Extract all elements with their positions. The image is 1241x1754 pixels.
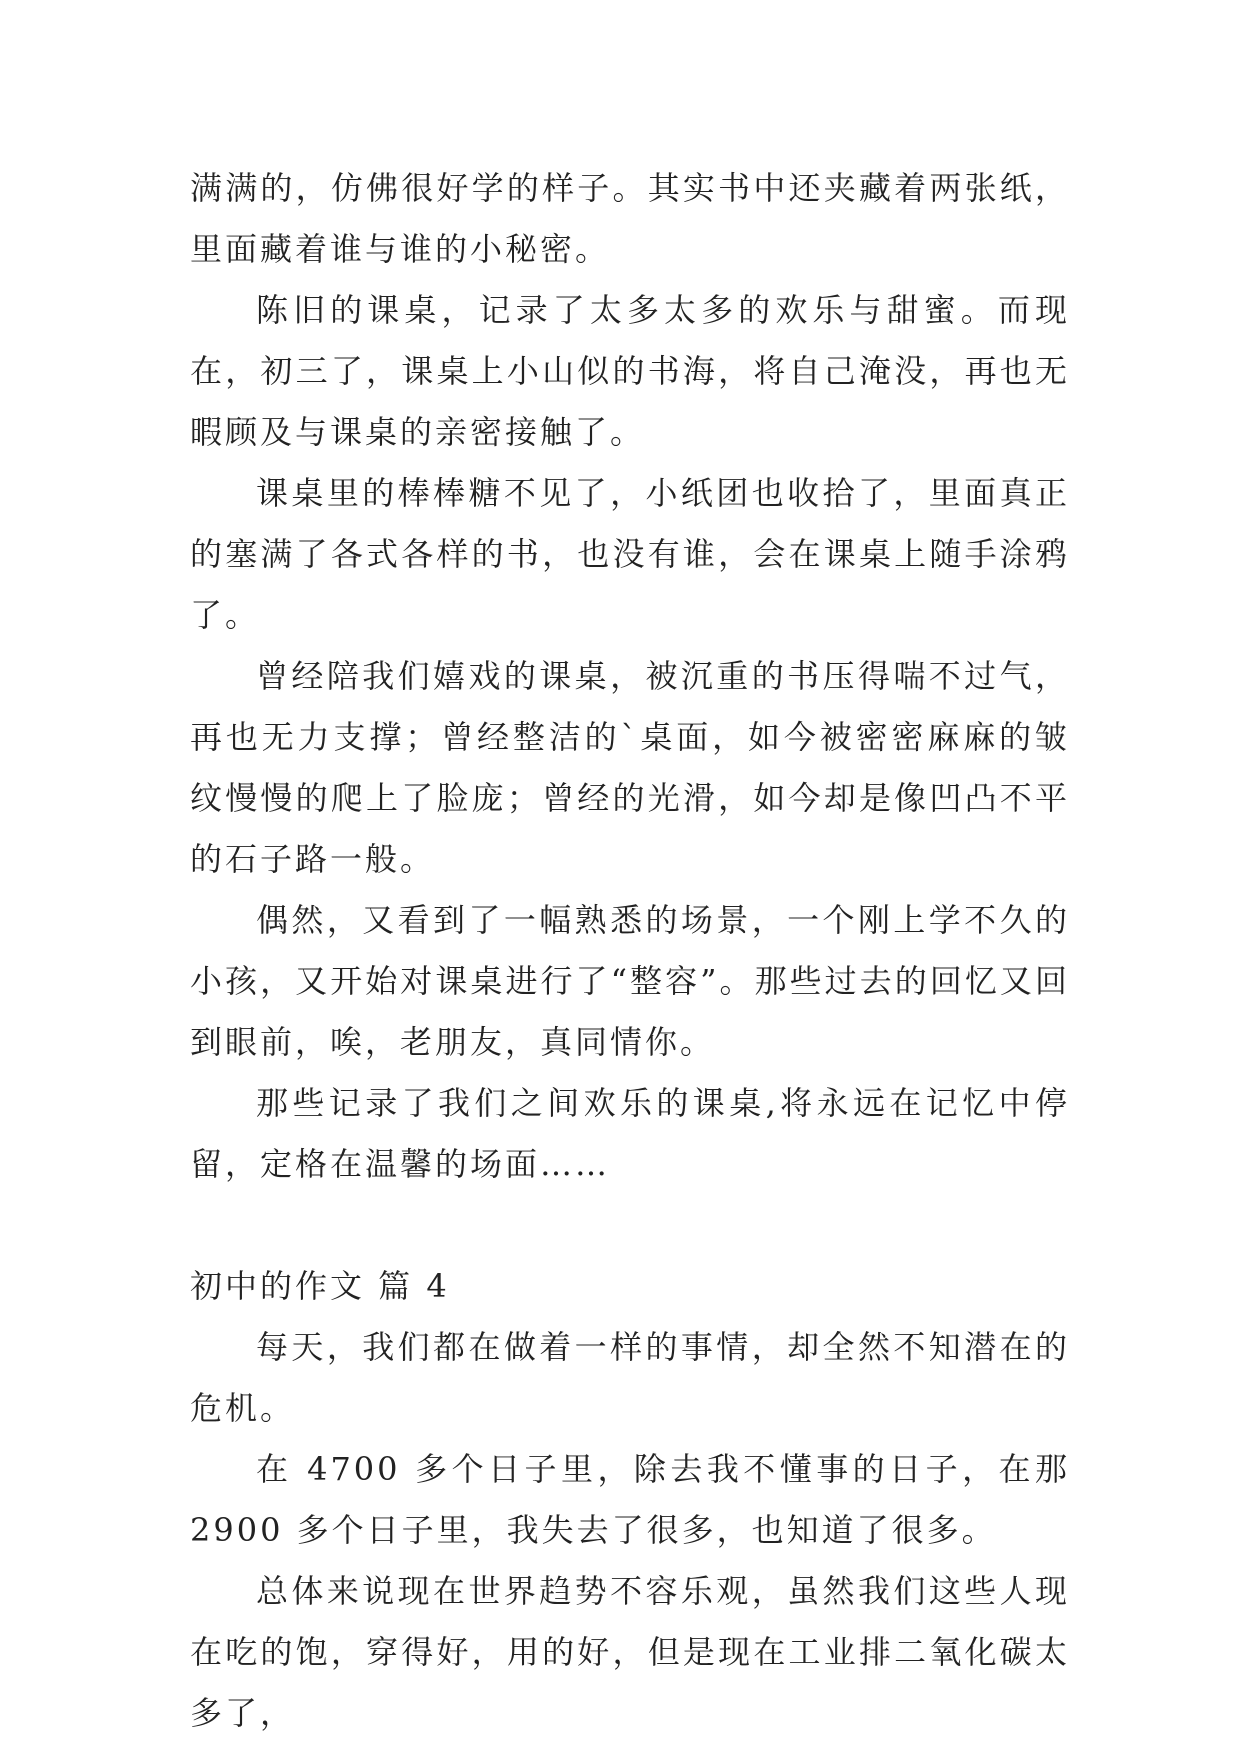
section-spacer: [190, 1195, 1070, 1256]
paragraph: 总体来说现在世界趋势不容乐观，虽然我们这些人现在吃的饱，穿得好，用的好，但是现在工业排二氧化碳太多了，: [190, 1572, 1070, 1732]
section-heading: 初中的作文 篇 4: [190, 1267, 450, 1305]
paragraph-continued: 满满的，仿佛很好学的样子。其实书中还夹藏着两张纸，里面藏着谁与谁的小秘密。: [190, 169, 1070, 268]
paragraph: 曾经陪我们嬉戏的课桌，被沉重的书压得喘不过气，再也无力支撑；曾经整洁的`桌面，如今被密密麻麻的皱纹慢慢的爬上了脸庞；曾经的光滑，如今却是像凹凸不平的石子路一般。: [190, 657, 1070, 878]
paragraph: 每天，我们都在做着一样的事情，却全然不知潜在的危机。: [190, 1328, 1070, 1427]
paragraph: 偶然，又看到了一幅熟悉的场景，一个刚上学不久的小孩，又开始对课桌进行了“整容”。那些过去的回忆又回到眼前，唉，老朋友，真同情你。: [190, 901, 1070, 1061]
document-body: [190, 158, 1070, 1744]
paragraph: 在 4700 多个日子里，除去我不懂事的日子，在那 2900 多个日子里，我失去了很多，也知道了很多。: [190, 1450, 1070, 1549]
paragraph: 课桌里的棒棒糖不见了，小纸团也收拾了，里面真正的塞满了各式各样的书，也没有谁，会在课桌上随手涂鸦了。: [190, 474, 1070, 634]
paragraph: 陈旧的课桌，记录了太多太多的欢乐与甜蜜。而现在，初三了，课桌上小山似的书海，将自己淹没，再也无暇顾及与课桌的亲密接触了。: [190, 291, 1070, 451]
paragraph: 那些记录了我们之间欢乐的课桌,将永远在记忆中停留，定格在温馨的场面……: [190, 1084, 1070, 1183]
